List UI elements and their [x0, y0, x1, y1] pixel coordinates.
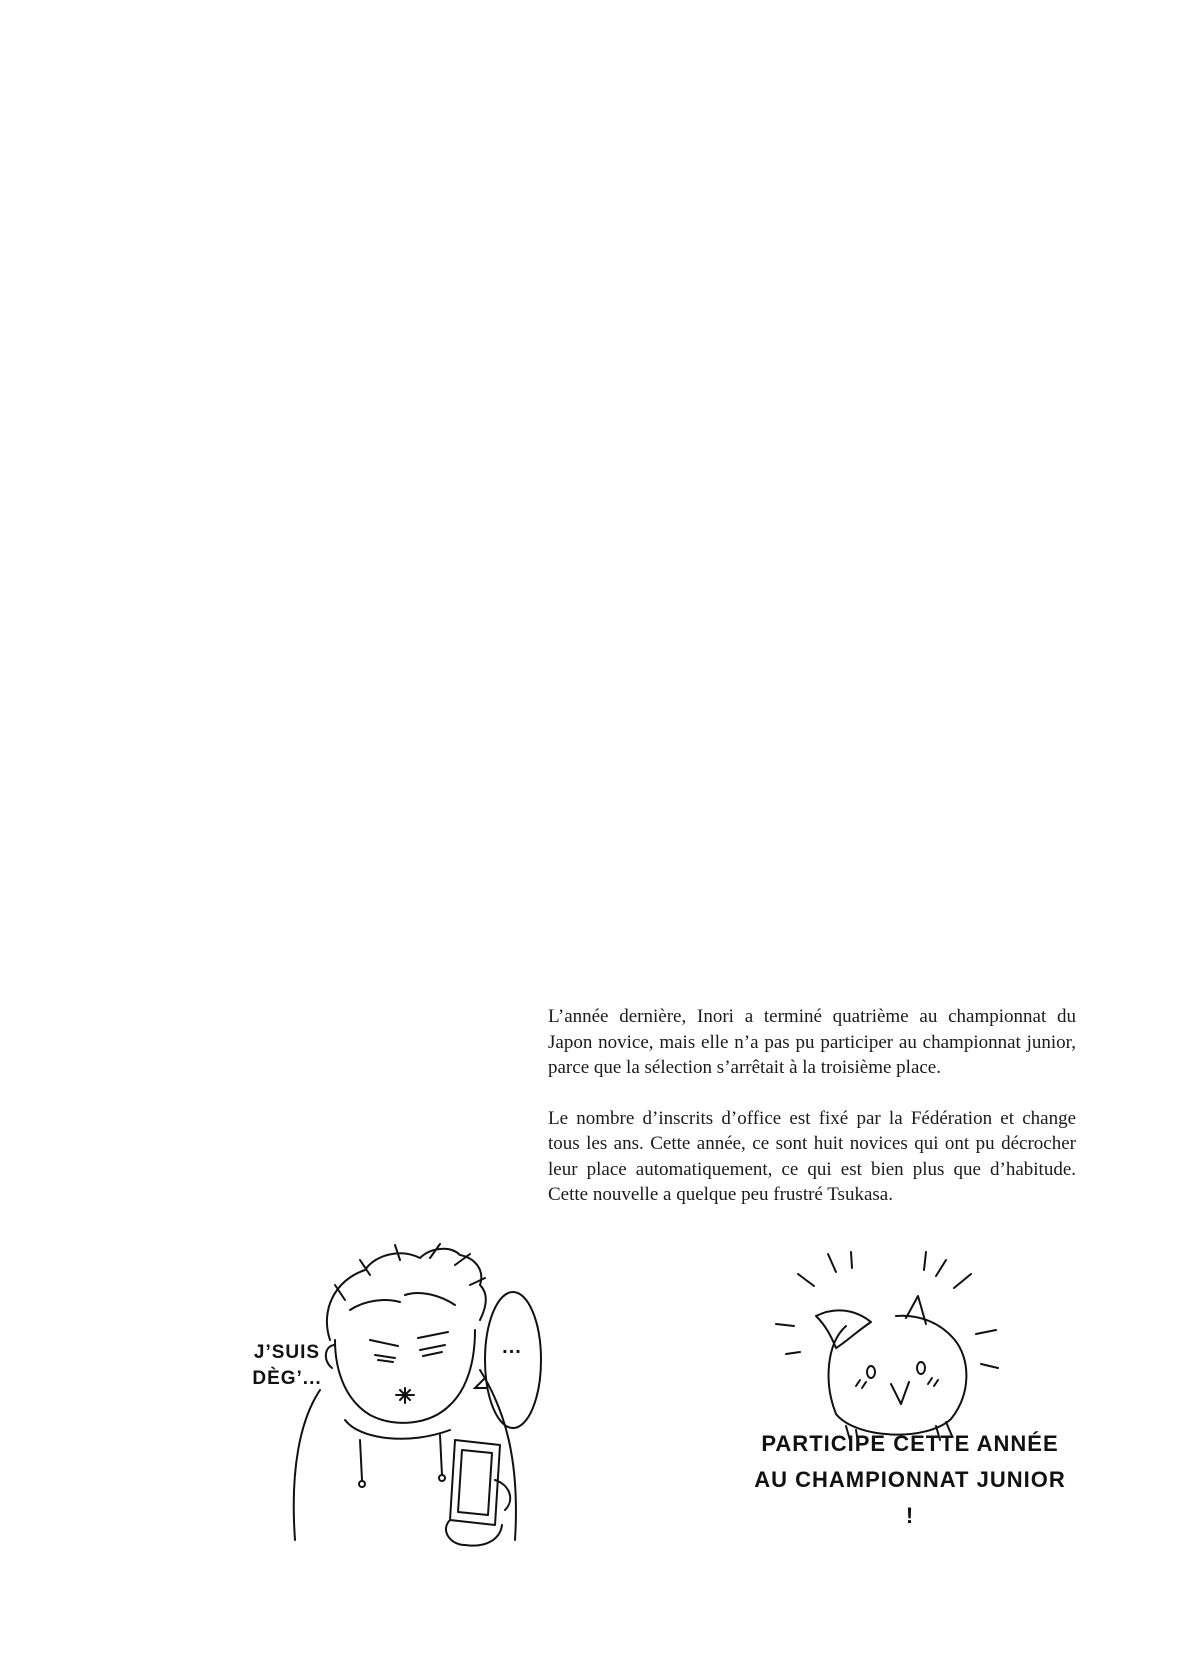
- notes-paragraph-2: Le nombre d’inscrits d’office est fixé par la Fédération et change tous les ans. Cette année, ce sont huit novices qui ont pu décrocher leur place automatiquement, ce qui est bien plus que d’habitude. Cette nouvelle a quelque peu frustré Tsukasa.: [548, 1107, 1076, 1205]
- bird-caption-line-1: PARTICIPE CETTE ANNÉE: [761, 1431, 1059, 1456]
- bird-mascot-illustration: [776, 1244, 1036, 1444]
- bird-caption: [750, 1426, 1070, 1534]
- speech-bubble-shape: [475, 1288, 555, 1438]
- bubble-ellipsis: ...: [502, 1336, 522, 1358]
- author-notes: [548, 1004, 1076, 1233]
- notes-paragraph-1: L’année dernière, Inori a terminé quatrième au championnat du Japon novice, mais elle n’a pas pu participer au championnat junior, parce que la sélection s’arrêtait à la troisième place.: [548, 1006, 1076, 1078]
- boy-speech-line-1: J’SUIS: [253, 1342, 321, 1363]
- boy-speech: [242, 1340, 332, 1392]
- bird-caption-line-2: AU CHAMPIONNAT JUNIOR !: [754, 1467, 1066, 1528]
- boy-speech-line-2: DÈG’...: [252, 1368, 322, 1389]
